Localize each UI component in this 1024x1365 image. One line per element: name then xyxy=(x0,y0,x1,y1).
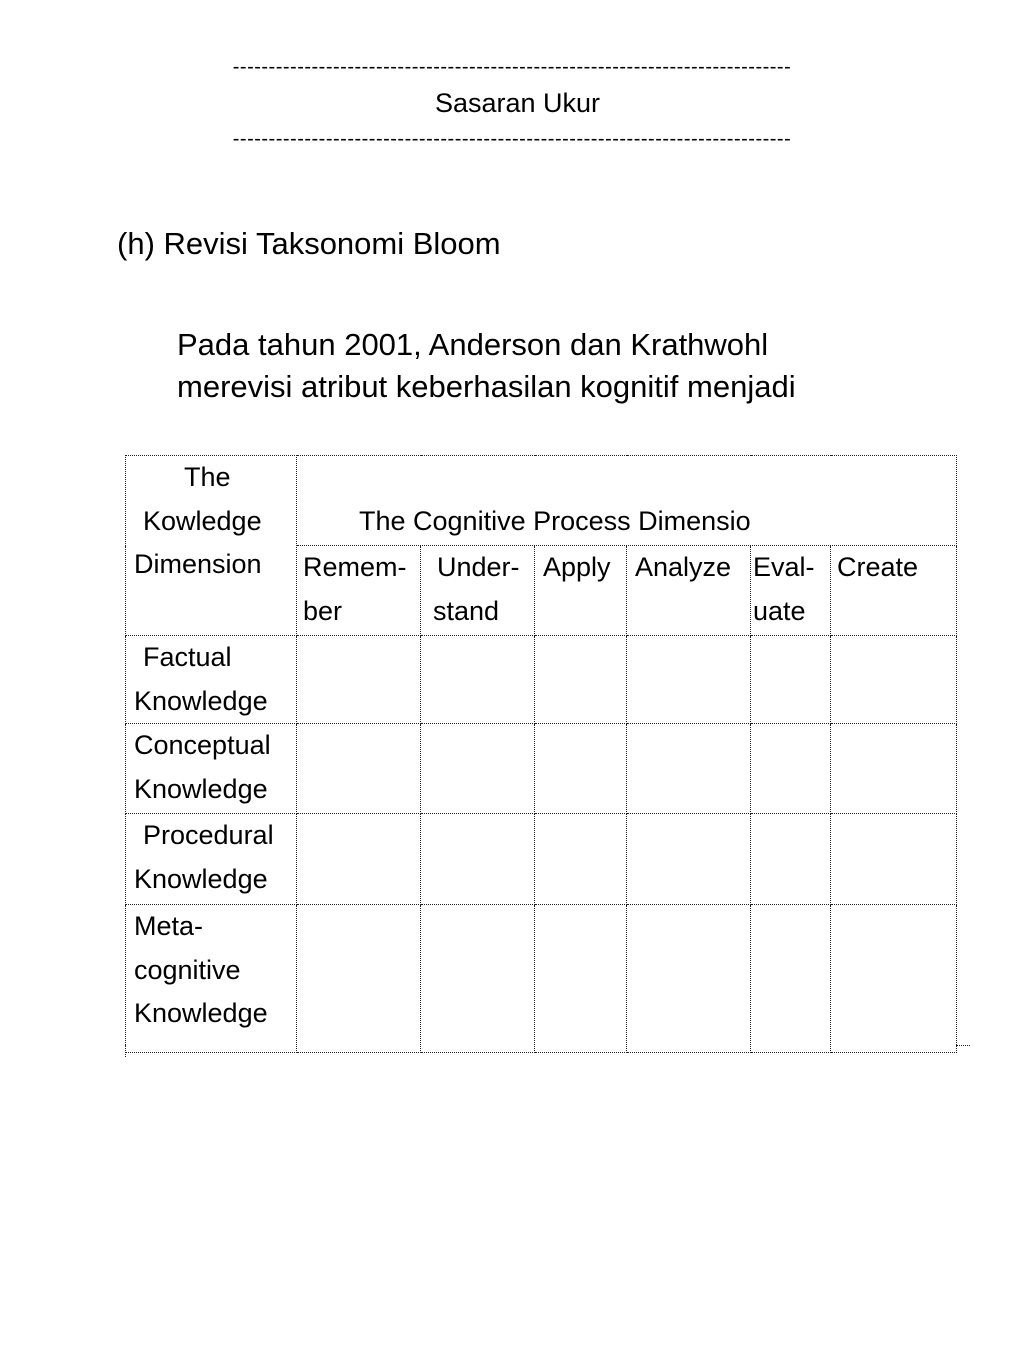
table-cell xyxy=(751,905,831,1053)
table-cell xyxy=(421,636,535,724)
column-header-line: Eval- xyxy=(753,552,815,582)
table-cell xyxy=(831,636,957,724)
row-label-conceptual xyxy=(126,724,297,814)
table-cell xyxy=(831,724,957,814)
header-divider-top: ------------------------------------------------------------------------------ xyxy=(232,56,792,78)
column-header-evaluate xyxy=(751,546,831,636)
table-cell xyxy=(627,724,751,814)
table-cell xyxy=(421,724,535,814)
table-cell xyxy=(751,636,831,724)
table-row xyxy=(126,636,957,724)
column-header-understand xyxy=(421,546,535,636)
table-cell xyxy=(535,724,627,814)
row-label-line: Knowledge xyxy=(134,998,268,1028)
table-trailing-border xyxy=(125,1045,971,1057)
row-label-line: Meta- xyxy=(134,911,204,941)
table-cell xyxy=(627,636,751,724)
table-trailing-border xyxy=(956,1045,970,1046)
table-cell xyxy=(535,814,627,905)
column-header-line: Analyze xyxy=(635,552,732,582)
table-cell xyxy=(421,905,535,1053)
column-header-line: stand xyxy=(433,595,500,626)
row-label-factual xyxy=(126,636,297,724)
column-header-line: Under- xyxy=(437,552,520,582)
row-label-procedural xyxy=(126,814,297,905)
table-cell xyxy=(421,814,535,905)
bloom-taxonomy-table xyxy=(125,455,957,1053)
intro-paragraph xyxy=(177,324,796,408)
header-line: The xyxy=(184,462,231,492)
header-divider-bottom: ------------------------------------------------------------------------------ xyxy=(232,128,792,150)
header-line: The Cognitive Process Dimensio xyxy=(359,505,751,536)
table-cell xyxy=(831,814,957,905)
table-row xyxy=(126,905,957,1053)
table-cell xyxy=(627,905,751,1053)
header-line: Dimension xyxy=(134,549,262,579)
table-cell xyxy=(751,724,831,814)
column-header-analyze xyxy=(627,546,751,636)
table-cell xyxy=(751,814,831,905)
row-label-metacognitive xyxy=(126,905,297,1053)
table-cell xyxy=(627,814,751,905)
row-label-line: Conceptual xyxy=(134,730,271,760)
table-cell xyxy=(535,905,627,1053)
table-cell xyxy=(535,636,627,724)
intro-line: Pada tahun 2001, Anderson dan Krathwohl xyxy=(177,327,769,362)
table-cell xyxy=(297,724,421,814)
cognitive-process-header xyxy=(297,456,957,546)
table-row xyxy=(126,814,957,905)
table-cell xyxy=(297,636,421,724)
column-header-line: ber xyxy=(303,595,343,626)
column-header-line: uate xyxy=(753,595,806,626)
column-header-line: Create xyxy=(837,552,919,582)
row-label-line: cognitive xyxy=(134,954,241,985)
row-label-line: Knowledge xyxy=(134,773,268,804)
row-label-line: Factual xyxy=(143,642,232,672)
column-header-create xyxy=(831,546,957,636)
table-cell xyxy=(297,814,421,905)
row-label-line: Procedural xyxy=(143,820,274,850)
row-label-line: Knowledge xyxy=(134,863,268,894)
knowledge-dimension-header xyxy=(126,456,297,636)
row-label-line: Knowledge xyxy=(134,685,268,716)
column-header-apply xyxy=(535,546,627,636)
intro-line: merevisi atribut keberhasilan kognitif menjadi xyxy=(177,369,796,404)
column-header-line: Remem- xyxy=(303,552,407,582)
table-cell xyxy=(297,905,421,1053)
header-line: Kowledge xyxy=(143,505,262,536)
table-row xyxy=(126,724,957,814)
column-header-line: Apply xyxy=(543,552,611,582)
section-title: (h) Revisi Taksonomi Bloom xyxy=(117,226,501,261)
table-cell xyxy=(831,905,957,1053)
header-title: Sasaran Ukur xyxy=(434,88,601,118)
column-header-remember xyxy=(297,546,421,636)
